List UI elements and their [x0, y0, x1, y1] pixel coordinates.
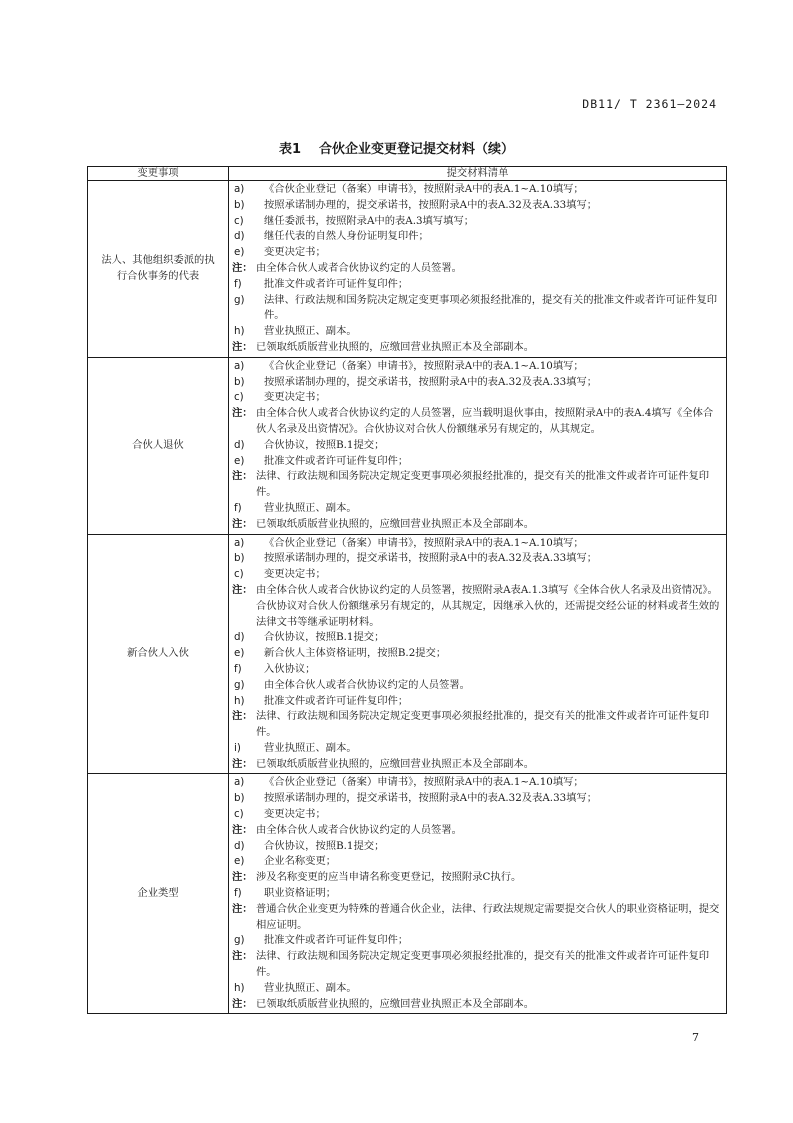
item-marker: d) [234, 631, 245, 644]
item-marker: e) [234, 855, 245, 868]
table-row [88, 534, 727, 774]
note-marker: 注： [232, 470, 253, 483]
item-text: 企业名称变更； [264, 855, 337, 868]
note-marker: 注： [232, 902, 253, 915]
note-line [232, 949, 722, 981]
item-text: 入伙协议； [264, 662, 316, 675]
note-text: 由全体合伙人或者合伙协议约定的人员签署，按照附录A表A.1.3填写《全体合伙人名录及出资情况》。合伙协议对合伙人份额继承另有规定的，从其规定，因继承入伙的，还需提交经公证的材料或者生效的法律文书等继承证明材料。 [256, 583, 720, 628]
item-text: 合伙协议，按照B.1提交； [264, 631, 385, 644]
item-marker: c) [234, 808, 244, 821]
note-line [232, 517, 722, 533]
item-text: 营业执照正、副本。 [264, 325, 357, 338]
item-text: 批准文件或者许可证件复印件； [264, 277, 409, 290]
item-text: 按照承诺制办理的，提交承诺书，按照附录A中的表A.32及表A.33填写； [264, 375, 598, 388]
note-marker: 注： [232, 950, 253, 963]
material-item [232, 501, 722, 517]
material-item [232, 807, 722, 823]
table-row [88, 774, 727, 1014]
note-line [232, 823, 722, 839]
item-marker: c) [234, 391, 244, 404]
material-item [232, 694, 722, 710]
item-marker: f) [234, 662, 242, 675]
item-marker: d) [234, 438, 245, 451]
item-marker: a) [234, 536, 245, 549]
note-line [232, 757, 722, 773]
note-text: 已领取纸质版营业执照的，应缴回营业执照正本及全部副本。 [256, 757, 535, 770]
item-text: 按照承诺制办理的，提交承诺书，按照附录A中的表A.32及表A.33填写； [264, 198, 598, 211]
material-item [232, 245, 722, 261]
table-row [88, 181, 727, 358]
item-text: 由全体合伙人或者合伙协议约定的人员签署。 [264, 678, 470, 691]
item-marker: i) [234, 741, 241, 754]
change-item-cell: 合伙人退伙 [88, 357, 229, 534]
change-item-cell: 法人、其他组织委派的执行合伙事务的代表 [88, 181, 229, 358]
item-text: 批准文件或者许可证件复印件； [264, 454, 409, 467]
material-item [232, 454, 722, 470]
item-marker: c) [234, 214, 244, 227]
note-line [232, 709, 722, 741]
item-text: 批准文件或者许可证件复印件； [264, 934, 409, 947]
materials-cell [229, 534, 727, 774]
note-text: 普通合伙企业变更为特殊的普通合伙企业，法律、行政法规规定需要提交合伙人的职业资格证明，提交相应证明。 [256, 902, 720, 931]
material-item [232, 933, 722, 949]
note-line [232, 406, 722, 438]
item-marker: f) [234, 887, 242, 900]
material-item [232, 854, 722, 870]
table-caption [0, 138, 793, 157]
table-caption-label: 表1 [278, 142, 302, 157]
note-marker: 注： [232, 997, 253, 1010]
table-body [88, 181, 727, 1014]
item-marker: a) [234, 359, 245, 372]
material-item [232, 229, 722, 245]
item-text: 合伙协议，按照B.1提交； [264, 839, 385, 852]
material-item [232, 390, 722, 406]
material-item [232, 182, 722, 198]
materials-cell [229, 181, 727, 358]
material-item [232, 359, 722, 375]
material-item [232, 551, 722, 567]
item-text: 合伙协议，按照B.1提交； [264, 438, 385, 451]
item-marker: g) [234, 293, 245, 306]
material-item [232, 981, 722, 997]
note-marker: 注： [232, 710, 253, 723]
item-marker: h) [234, 694, 245, 707]
material-item [232, 662, 722, 678]
item-marker: a) [234, 776, 245, 789]
note-marker: 注： [232, 261, 253, 274]
item-text: 营业执照正、副本。 [264, 741, 357, 754]
materials-cell [229, 357, 727, 534]
item-text: 营业执照正、副本。 [264, 981, 357, 994]
material-item [232, 536, 722, 552]
note-text: 法律、行政法规和国务院决定规定变更事项必须报经批准的，提交有关的批准文件或者许可证件复印件。 [256, 950, 710, 979]
item-marker: b) [234, 792, 245, 805]
item-marker: e) [234, 454, 245, 467]
material-item [232, 839, 722, 855]
item-text: 职业资格证明； [264, 887, 337, 900]
item-text: 继任委派书，按照附录A中的表A.3填写填写； [264, 214, 475, 227]
item-marker: g) [234, 678, 245, 691]
item-text: 按照承诺制办理的，提交承诺书，按照附录A中的表A.32及表A.33填写； [264, 792, 598, 805]
item-text: 变更决定书； [264, 568, 326, 581]
note-text: 由全体合伙人或者合伙协议约定的人员签署，应当载明退伙事由，按照附录A中的表A.4填写《全体合伙人名录及出资情况》。合伙协议对合伙人份额继承另有规定的，从其规定。 [256, 407, 714, 435]
table-caption-title: 合伙企业变更登记提交材料（续） [319, 142, 515, 157]
document-code: DB11/ T 2361—2024 [582, 97, 717, 111]
note-marker: 注： [232, 583, 253, 596]
note-text: 法律、行政法规和国务院决定规定变更事项必须报经批准的，提交有关的批准文件或者许可证件复印件。 [256, 710, 710, 739]
change-item-cell: 新合伙人入伙 [88, 534, 229, 774]
change-item-cell: 企业类型 [88, 774, 229, 1014]
item-marker: b) [234, 375, 245, 388]
item-marker: h) [234, 325, 245, 338]
item-text: 变更决定书； [264, 391, 326, 404]
note-text: 已领取纸质版营业执照的，应缴回营业执照正本及全部副本。 [256, 517, 535, 530]
item-marker: b) [234, 198, 245, 211]
note-text: 由全体合伙人或者合伙协议约定的人员签署。 [256, 261, 462, 274]
note-text: 由全体合伙人或者合伙协议约定的人员签署。 [256, 823, 462, 836]
material-item [232, 293, 722, 325]
material-item [232, 438, 722, 454]
item-marker: f) [234, 501, 242, 514]
material-item [232, 630, 722, 646]
note-marker: 注： [232, 757, 253, 770]
item-text: 《合伙企业登记（备案）申请书》，按照附录A中的表A.1~A.10填写； [264, 359, 584, 372]
item-text: 《合伙企业登记（备案）申请书》，按照附录A中的表A.1~A.10填写； [264, 536, 584, 549]
item-marker: a) [234, 183, 245, 195]
materials-table [87, 166, 727, 1014]
material-item [232, 886, 722, 902]
note-marker: 注： [232, 871, 253, 884]
item-marker: c) [234, 568, 244, 581]
material-item [232, 198, 722, 214]
material-item [232, 646, 722, 662]
item-text: 新合伙人主体资格证明，按照B.2提交； [264, 647, 447, 660]
page-number: 7 [692, 1031, 699, 1044]
item-text: 营业执照正、副本。 [264, 501, 357, 514]
item-text: 《合伙企业登记（备案）申请书》，按照附录A中的表A.1~A.10填写； [264, 776, 584, 789]
note-line [232, 469, 722, 501]
note-text: 法律、行政法规和国务院决定规定变更事项必须报经批准的，提交有关的批准文件或者许可证件复印件。 [256, 470, 710, 499]
item-marker: f) [234, 277, 242, 290]
material-item [232, 791, 722, 807]
item-text: 按照承诺制办理的，提交承诺书，按照附录A中的表A.32及表A.33填写； [264, 552, 598, 565]
note-line [232, 583, 722, 630]
table-header-row [88, 167, 727, 181]
note-marker: 注： [232, 517, 253, 530]
note-text: 涉及名称变更的应当申请名称变更登记，按照附录C执行。 [256, 871, 522, 884]
item-marker: h) [234, 981, 245, 994]
material-item [232, 741, 722, 757]
material-item [232, 277, 722, 293]
material-item [232, 214, 722, 230]
material-item [232, 324, 722, 340]
material-item [232, 567, 722, 583]
note-line [232, 902, 722, 934]
materials-cell [229, 774, 727, 1014]
item-text: 《合伙企业登记（备案）申请书》，按照附录A中的表A.1~A.10填写； [264, 183, 584, 195]
item-marker: d) [234, 839, 245, 852]
note-marker: 注： [232, 340, 253, 353]
item-text: 继任代表的自然人身份证明复印件； [264, 230, 429, 243]
header-materials-list: 提交材料清单 [229, 167, 727, 181]
item-text: 批准文件或者许可证件复印件； [264, 694, 409, 707]
item-marker: g) [234, 934, 245, 947]
item-marker: e) [234, 647, 245, 660]
material-item [232, 775, 722, 791]
note-line [232, 870, 722, 886]
note-text: 已领取纸质版营业执照的，应缴回营业执照正本及全部副本。 [256, 997, 535, 1010]
header-change-item: 变更事项 [88, 167, 229, 181]
note-line [232, 261, 722, 277]
note-marker: 注： [232, 407, 253, 420]
item-text: 变更决定书； [264, 246, 326, 259]
table-row [88, 357, 727, 534]
note-text: 已领取纸质版营业执照的，应缴回营业执照正本及全部副本。 [256, 340, 535, 353]
note-line [232, 340, 722, 356]
item-text: 变更决定书； [264, 808, 326, 821]
item-marker: e) [234, 246, 245, 259]
item-text: 法律、行政法规和国务院决定规定变更事项必须报经批准的，提交有关的批准文件或者许可证件复印件。 [264, 293, 718, 322]
note-marker: 注： [232, 823, 253, 836]
item-marker: d) [234, 230, 245, 243]
material-item [232, 678, 722, 694]
material-item [232, 375, 722, 391]
item-marker: b) [234, 552, 245, 565]
note-line [232, 997, 722, 1013]
